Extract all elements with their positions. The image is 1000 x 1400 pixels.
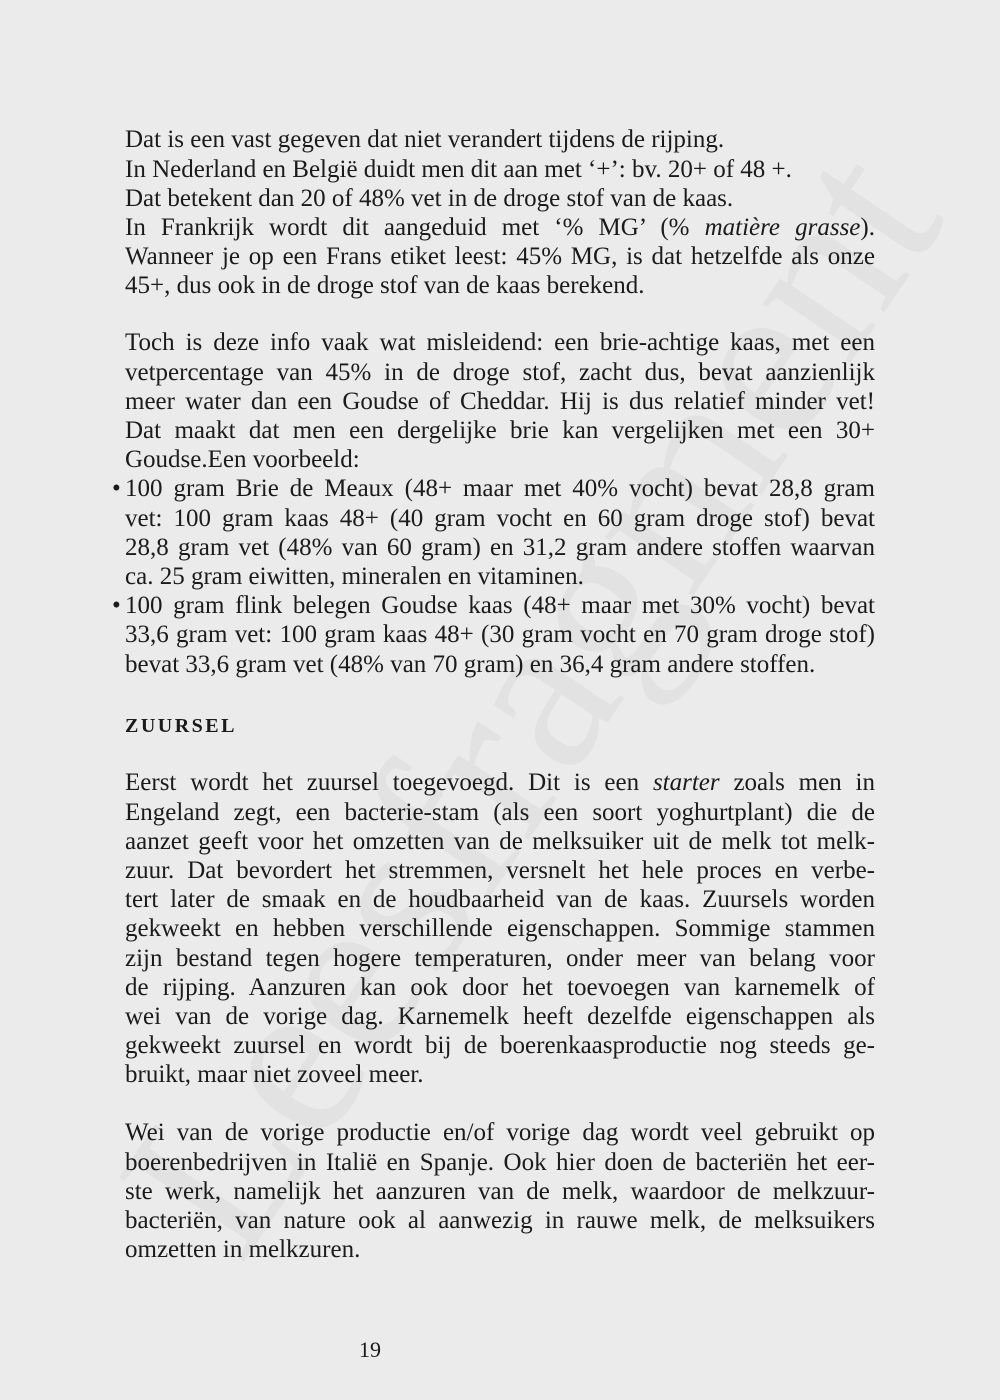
text-line: ste werk, namelijk het aanzuren van de melk, waardoor de melkzuur-: [125, 1177, 875, 1205]
text-line: bruikt, maar niet zoveel meer.: [125, 1061, 424, 1089]
text-segment: Eerst wordt het zuursel toegevoegd. Dit is een: [125, 769, 653, 797]
bullet-list: [112, 474, 875, 678]
text-line: zijn bestand tegen hogere temperaturen, onder meer van belang voor: [125, 944, 875, 972]
text-line: Dat is een vast gegeven dat niet verandert tijdens de rijping.: [125, 126, 725, 154]
text-line: [112, 591, 875, 620]
paragraph: [125, 328, 875, 474]
text-segment: In Frankrijk wordt dit aangeduid met ‘% MG’ (%: [125, 214, 705, 241]
text-line: de rijping. Aanzuren kan ook door het toevoegen van karnemelk of: [125, 973, 875, 1001]
text-line: 33,6 gram vet: 100 gram kaas 48+ (30 gram vocht en 70 gram droge stof): [125, 621, 875, 649]
text-line: Goudse.Een voorbeeld:: [125, 446, 360, 474]
text-line: boerenbedrijven in Italië en Spanje. Ook hier doen de bacteriën het eer-: [125, 1148, 875, 1176]
page-number: 19: [359, 1337, 381, 1362]
italic-term: starter: [652, 769, 720, 797]
text-line: 45+, dus ook in de droge stof van de kaas berekend.: [125, 272, 645, 300]
bullet-marker: •: [112, 475, 121, 503]
paragraph: [125, 125, 875, 300]
paragraph: [125, 768, 875, 1089]
text-line: vetpercentage van 45% in de droge stof, zacht dus, bevat aanzienlijk: [125, 358, 875, 386]
text-segment: ).: [860, 214, 875, 241]
text-line: [125, 213, 875, 242]
text-line: gekweekt en hebben verschillende eigenschappen. Sommige stammen: [125, 915, 875, 943]
text-line: Wanneer je op een Frans etiket leest: 45% MG, is dat hetzelfde als onze: [125, 243, 875, 271]
text-line: Dat betekent dan 20 of 48% vet in de droge stof van de kaas.: [125, 184, 734, 212]
text-line: [125, 768, 875, 797]
text-segment: 100 gram Brie de Meaux (48+ maar met 40% vocht) bevat 28,8 gram: [125, 475, 875, 503]
text-line: Dat maakt dat men een dergelijke brie kan vergelijken met een 30+: [125, 417, 875, 444]
text-line: aanzet geeft voor het omzetten van de melksuiker uit de melk tot melk-: [125, 827, 875, 855]
text-segment: 100 gram flink belegen Goudse kaas (48+ maar met 30% vocht) bevat: [125, 592, 875, 620]
text-line: 28,8 gram vet (48% van 60 gram) en 31,2 gram andere stoffen waarvan: [125, 533, 875, 561]
paragraph: [125, 1118, 875, 1264]
text-segment: zoals men in: [719, 769, 875, 797]
bullet-item: [112, 591, 875, 679]
text-line: tert later de smaak en de houdbaarheid van de kaas. Zuursels worden: [125, 886, 875, 914]
text-line: omzetten in melkzuren.: [125, 1236, 361, 1264]
text-line: bevat 33,6 gram vet (48% van 70 gram) en 36,4 gram andere stoffen.: [125, 650, 816, 678]
text-line: zuur. Dat bevordert het stremmen, versnelt het hele proces en verbe-: [125, 857, 875, 884]
text-line: Toch is deze info vaak wat misleidend: een brie-achtige kaas, met een: [125, 329, 875, 357]
text-line: Wei van de vorige productie en/of vorige dag wordt veel gebruikt op: [125, 1119, 875, 1147]
text-line: Engeland zegt, een bacterie-stam (als een soort yoghurtplant) die de: [125, 798, 875, 826]
text-line: meer water dan een Goudse of Cheddar. Hij is dus relatief minder vet!: [125, 387, 875, 415]
bullet-item: [112, 474, 875, 591]
text-line: bacteriën, van nature ook al aanwezig in rauwe melk, de melksuikers: [125, 1207, 875, 1234]
text-line: In Nederland en België duidt men dit aan met ‘+’: bv. 20+ of 48 +.: [125, 155, 792, 183]
text-line: [112, 474, 875, 503]
text-line: ca. 25 gram eiwitten, mineralen en vitaminen.: [125, 563, 584, 590]
text-line: gekweekt zuursel en wordt bij de boerenkaasproductie nog steeds ge-: [125, 1032, 875, 1060]
italic-term: matière grasse: [704, 214, 861, 241]
bullet-marker: •: [112, 592, 121, 620]
text-line: vet: 100 gram kaas 48+ (40 gram vocht en 60 gram droge stof) bevat: [125, 504, 875, 532]
text-line: wei van de vorige dag. Karnemelk heeft dezelfde eigenschappen als: [125, 1003, 875, 1031]
section-heading: ZUURSEL: [125, 715, 237, 737]
